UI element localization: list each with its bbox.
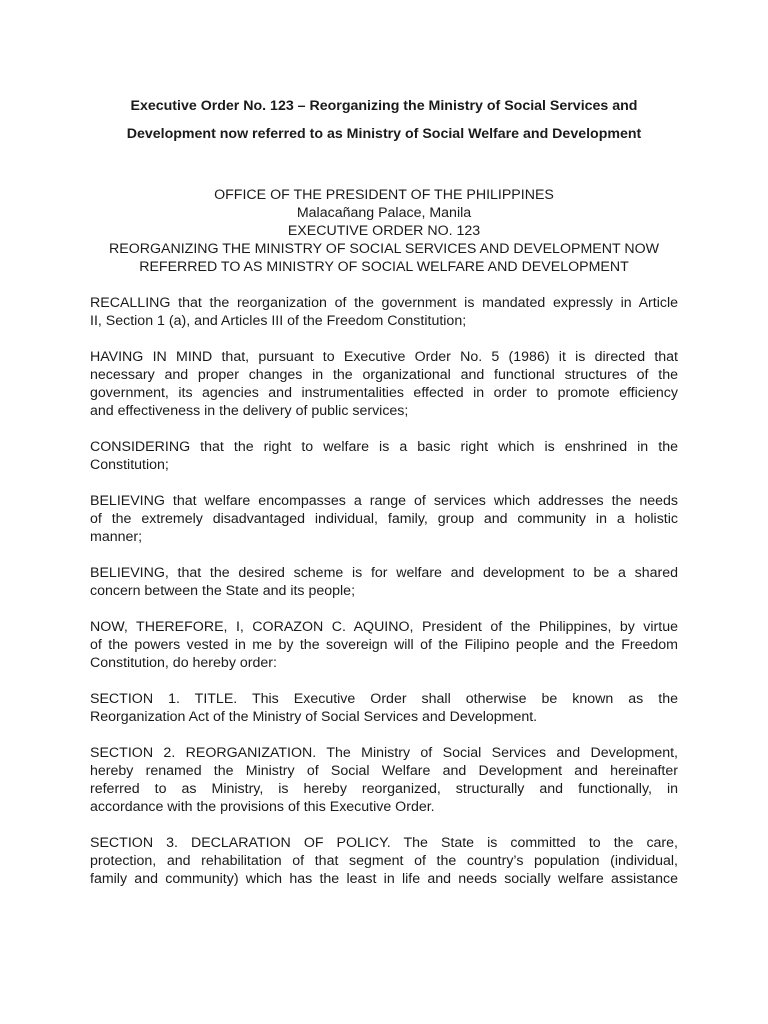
paragraph-line: necessary and proper changes in the organizational and functional structures of the: [90, 367, 678, 383]
body-paragraph: [90, 294, 678, 330]
paragraph-line: Reorganization Act of the Ministry of Social Services and Development.: [90, 709, 538, 725]
order-subject-line-1: REORGANIZING THE MINISTRY OF SOCIAL SERVICES AND DEVELOPMENT NOW: [109, 241, 659, 257]
paragraph-line: Constitution;: [90, 457, 169, 473]
office-name: OFFICE OF THE PRESIDENT OF THE PHILIPPINES: [214, 187, 554, 203]
body-paragraph: [90, 348, 678, 420]
order-number: EXECUTIVE ORDER NO. 123: [287, 223, 481, 239]
paragraph-line: and effectiveness in the delivery of public services;: [90, 403, 409, 419]
paragraph-line: SECTION 2. REORGANIZATION. The Ministry of Social Services and Development,: [90, 745, 678, 761]
order-header: [90, 186, 678, 276]
paragraph-line: BELIEVING that welfare encompasses a range of services which addresses the needs: [90, 493, 678, 509]
body-paragraph: [90, 492, 678, 546]
paragraph-line: of the extremely disadvantaged individual, family, group and community in a holistic: [90, 511, 678, 527]
paragraph-line: family and community) which has the least in life and needs socially welfare assistance: [90, 871, 678, 887]
document-title: [90, 92, 678, 148]
paragraph-line: government, its agencies and instrumentalities effected in order to promote efficiency: [90, 385, 678, 401]
paragraph-line: hereby renamed the Ministry of Social Welfare and Development and hereinafter: [90, 763, 678, 779]
body-paragraph: [90, 744, 678, 816]
document-title-line-1: Executive Order No. 123 – Reorganizing the Ministry of Social Services and: [130, 98, 638, 114]
body-paragraph: [90, 618, 678, 672]
paragraph-line: Constitution, do hereby order:: [90, 655, 277, 671]
paragraph-line: manner;: [90, 529, 143, 545]
paragraph-line: concern between the State and its people;: [90, 583, 356, 599]
body-paragraph: [90, 834, 678, 888]
paragraph-line: II, Section 1 (a), and Articles III of the Freedom Constitution;: [90, 313, 467, 329]
document-page: [90, 92, 678, 888]
document-title-line-2: Development now referred to as Ministry of Social Welfare and Development: [126, 126, 642, 142]
paragraph-line: CONSIDERING that the right to welfare is a basic right which is enshrined in the: [90, 439, 678, 455]
document-body: [90, 294, 678, 888]
paragraph-line: HAVING IN MIND that, pursuant to Executive Order No. 5 (1986) it is directed that: [90, 349, 678, 365]
order-subject-line-2: REFERRED TO AS MINISTRY OF SOCIAL WELFARE AND DEVELOPMENT: [139, 259, 629, 275]
body-paragraph: [90, 690, 678, 726]
paragraph-line: protection, and rehabilitation of that segment of the country’s population (individual,: [90, 853, 678, 869]
paragraph-line: BELIEVING, that the desired scheme is for welfare and development to be a shared: [90, 565, 678, 581]
paragraph-line: referred to as Ministry, is hereby reorganized, structurally and functionally, in: [90, 781, 678, 797]
office-location: Malacañang Palace, Manila: [296, 205, 472, 221]
paragraph-line: accordance with the provisions of this Executive Order.: [90, 799, 435, 815]
paragraph-line: SECTION 1. TITLE. This Executive Order shall otherwise be known as the: [90, 691, 678, 707]
body-paragraph: [90, 438, 678, 474]
paragraph-line: of the powers vested in me by the sovereign will of the Filipino people and the Freedom: [90, 637, 678, 653]
paragraph-line: RECALLING that the reorganization of the government is mandated expressly in Article: [90, 295, 678, 311]
paragraph-line: NOW, THEREFORE, I, CORAZON C. AQUINO, President of the Philippines, by virtue: [90, 619, 678, 635]
body-paragraph: [90, 564, 678, 600]
paragraph-line: SECTION 3. DECLARATION OF POLICY. The State is committed to the care,: [90, 835, 678, 851]
